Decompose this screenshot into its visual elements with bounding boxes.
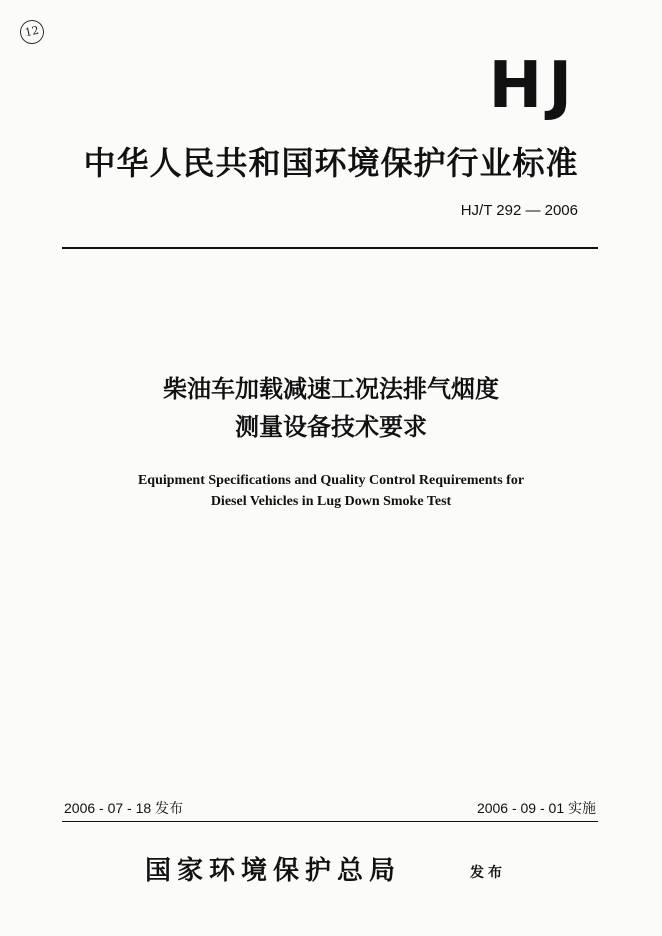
industry-standard-title: 中华人民共和国环境保护行业标准 bbox=[83, 144, 579, 182]
chinese-title-line-1: 柴油车加载减速工况法排气烟度 bbox=[163, 375, 499, 403]
issuing-agency: 国家环境保护总局 bbox=[145, 856, 402, 886]
footer-divider bbox=[62, 821, 598, 822]
english-title-line-2: Diesel Vehicles in Lug Down Smoke Test bbox=[210, 494, 452, 509]
publish-label: 发布 bbox=[470, 865, 506, 881]
hj-logo: HJ bbox=[488, 49, 578, 123]
implementation-date: 2006 - 09 - 01 实施 bbox=[476, 800, 596, 816]
standard-number: HJ/T 292 — 2006 bbox=[460, 202, 578, 219]
issue-date: 2006 - 07 - 18 发布 bbox=[64, 800, 184, 816]
english-title-line-1: Equipment Specifications and Quality Control Requirements for bbox=[137, 473, 525, 488]
chinese-title bbox=[0, 370, 662, 446]
handwritten-page-mark: 12 bbox=[18, 18, 46, 46]
header-divider bbox=[62, 247, 598, 249]
english-title bbox=[0, 470, 662, 512]
chinese-title-line-2: 测量设备技术要求 bbox=[235, 413, 427, 441]
